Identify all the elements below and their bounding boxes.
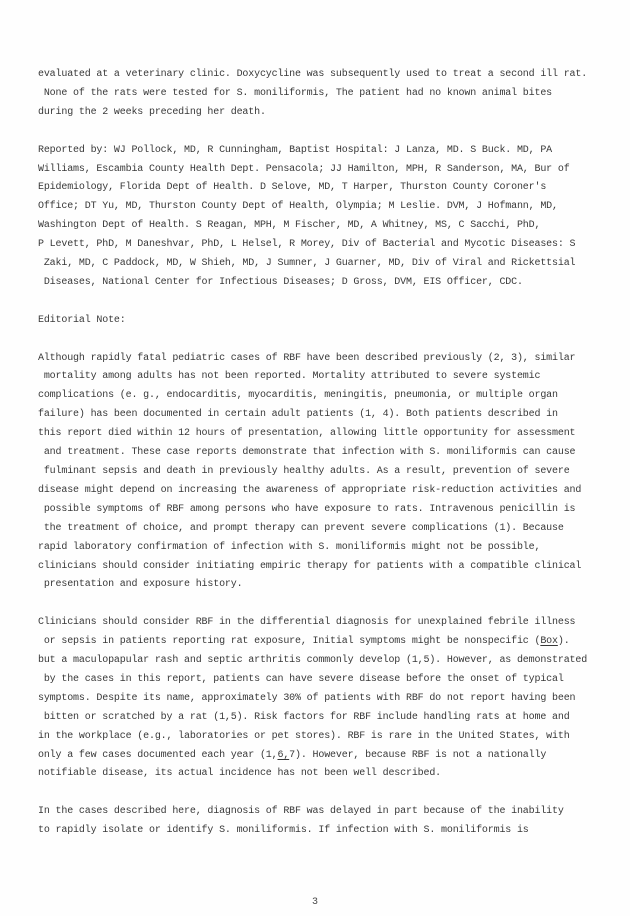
text-line (38, 463, 600, 482)
text-segment: the treatment of choice, and prompt therapy can prevent severe complications (1). Because (38, 522, 564, 534)
text-line (38, 747, 600, 766)
text-segment: only a few cases documented each year (1, (38, 749, 278, 761)
text-line (38, 576, 600, 595)
text-line (38, 709, 600, 728)
text-line (38, 198, 600, 217)
text-line (38, 104, 600, 123)
text-line (38, 501, 600, 520)
text-line (38, 217, 600, 236)
text-line (38, 803, 600, 822)
text-line (38, 765, 600, 784)
text-line (38, 161, 600, 180)
text-segment: Washington Dept of Health. S Reagan, MPH, M Fischer, MD, A Whitney, MS, C Sacchi, PhD, (38, 220, 541, 232)
text-segment: Office; DT Yu, MD, Thurston County Dept of Health, Olympia; M Leslie. DVM, J Hofmann, MD, (38, 201, 558, 213)
text-segment: but a maculopapular rash and septic arthritis commonly develop (1,5). However, as demonstrated (38, 655, 588, 667)
text-line (38, 387, 600, 406)
text-line (38, 66, 600, 85)
text-line (38, 690, 600, 709)
text-segment: by the cases in this report, patients can have severe disease before the onset of typical (38, 673, 564, 685)
text-line (38, 728, 600, 747)
text-segment: Epidemiology, Florida Dept of Health. D Selove, MD, T Harper, Thurston County Coroner's (38, 182, 547, 194)
text-segment: rapid laboratory confirmation of infection with S. moniliformis might not be possible, (38, 541, 541, 553)
text-segment: Zaki, MD, C Paddock, MD, W Shieh, MD, J Sumner, J Guarner, MD, Div of Viral and Rickettsial (38, 258, 576, 270)
text-segment: evaluated at a veterinary clinic. Doxycycline was subsequently used to treat a second ill rat. (38, 69, 588, 80)
text-segment: fulminant sepsis and death in previously healthy adults. As a result, prevention of severe (38, 465, 570, 477)
text-segment: to rapidly isolate or identify S. moniliformis. If infection with S. moniliformis is (38, 825, 529, 837)
text-segment: Diseases, National Center for Infectious Diseases; D Gross, DVM, EIS Officer, CDC. (38, 276, 523, 288)
text-segment: in the workplace (e.g., laboratories or pet stores). RBF is rare in the United States, with (38, 730, 570, 742)
paragraph-editorial-note-body-3 (38, 803, 600, 841)
text-line (38, 179, 600, 198)
text-segment: failure) has been documented in certain adult patients (1, 4). Both patients described in (38, 409, 558, 421)
text-segment: or sepsis in patients reporting rat exposure, Initial symptoms might be nonspecific ( (38, 636, 541, 648)
text-segment: 7). However, because RBF is not a nationally (289, 749, 547, 761)
text-segment: disease might depend on increasing the awareness of appropriate risk-reduction activities and (38, 484, 582, 496)
text-line (38, 406, 600, 425)
text-line (38, 236, 600, 255)
text-segment: symptoms. Despite its name, approximately 30% of patients with RBF do not report having been (38, 692, 576, 704)
text-line (38, 482, 600, 501)
text-segment: during the 2 weeks preceding her death. (38, 106, 266, 118)
text-line (38, 85, 600, 104)
text-segment: notifiable disease, its actual incidence has not been well described. (38, 768, 442, 780)
paragraph-reported-by (38, 142, 600, 293)
text-segment: presentation and exposure history. (38, 579, 243, 591)
text-segment: In the cases described here, diagnosis of RBF was delayed in part because of the inability (38, 806, 564, 818)
text-segment: clinicians should consider initiating empiric therapy for patients with a compatible clinical (38, 560, 582, 572)
text-segment: bitten or scratched by a rat (1,5). Risk factors for RBF include handling rats at home and (38, 711, 570, 723)
text-segment: possible symptoms of RBF among persons who have exposure to rats. Intravenous penicillin is (38, 503, 576, 515)
text-segment: None of the rats were tested for S. moniliformis, The patient had no known animal bites (38, 87, 553, 99)
text-segment: Clinicians should consider RBF in the differential diagnosis for unexplained febrile illness (38, 617, 576, 629)
text-segment: Although rapidly fatal pediatric cases of RBF have been described previously (2, 3), similar (38, 352, 576, 364)
paragraph-case-followup (38, 66, 600, 123)
paragraph-editorial-note-body-2 (38, 614, 600, 784)
text-segment: Reported by: WJ Pollock, MD, R Cunningham, Baptist Hospital: J Lanza, MD. S Buck. MD, PA (38, 144, 553, 156)
text-segment: and treatment. These case reports demonstrate that infection with S. moniliformis can cause (38, 447, 576, 459)
text-segment: Williams, Escambia County Health Dept. Pensacola; JJ Hamilton, MPH, R Sanderson, MA, Bur of (38, 163, 570, 175)
text-line (38, 539, 600, 558)
text-line (38, 614, 600, 633)
text-line (38, 652, 600, 671)
text-line (38, 368, 600, 387)
text-line (38, 142, 600, 161)
text-segment: complications (e. g., endocarditis, myocarditis, meningitis, pneumonia, or multiple organ (38, 390, 558, 402)
document-body (38, 66, 600, 860)
text-line (38, 255, 600, 274)
text-line (38, 312, 600, 331)
text-segment: this report died within 12 hours of presentation, allowing little opportunity for assessment (38, 428, 576, 440)
underlined-reference: 6, (277, 749, 290, 761)
page-number-footer: 3 (311, 897, 318, 908)
text-line (38, 633, 600, 652)
text-line (38, 444, 600, 463)
text-segment: ). (557, 636, 570, 648)
text-segment: P Levett, PhD, M Daneshvar, PhD, L Helsel, R Morey, Div of Bacterial and Mycotic Diseases: S (38, 239, 576, 251)
paragraph-editorial-note-heading (38, 312, 600, 331)
text-line (38, 520, 600, 539)
text-line (38, 350, 600, 369)
underlined-reference: Box (540, 636, 558, 648)
text-line (38, 558, 600, 577)
text-line (38, 671, 600, 690)
text-segment: mortality among adults has not been reported. Mortality attributed to severe systemic (38, 371, 541, 383)
text-segment: Editorial Note: (38, 314, 126, 326)
text-line (38, 822, 600, 841)
paragraph-editorial-note-body-1 (38, 350, 600, 596)
text-line (38, 274, 600, 293)
text-line (38, 425, 600, 444)
